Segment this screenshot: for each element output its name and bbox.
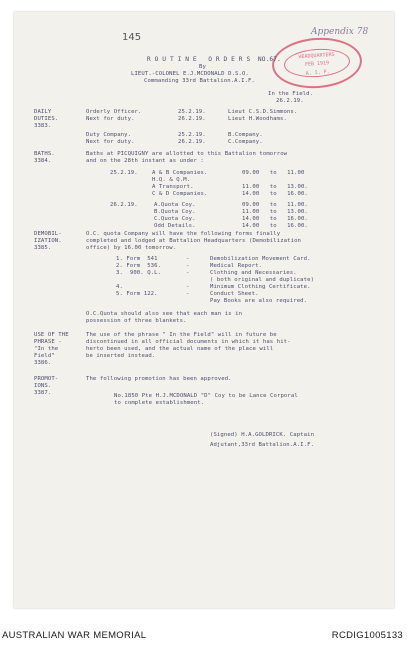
command-unit: Commanding 33rd Battalion.A.I.F.: [144, 78, 255, 84]
baths-day1-date: 25.2.19.: [110, 170, 138, 176]
promotions-detail: No.1850 Pte H.J.MCDONALD "D" Coy to be Lance Corporal to complete establishment.: [114, 393, 298, 406]
baths-day1-times: 09.00 to 11.00 11.00 to 13.00. 14.00 to 16.00.: [242, 170, 308, 197]
phrase-margin: USE OF THE PHRASE - "In the Field" 3386.: [34, 332, 69, 366]
duty-who-2: Lieut H.Woodhams.: [228, 116, 287, 122]
commander-name: LIEUT.-COLONEL E.J.MCDONALD D.S.O.: [131, 71, 249, 77]
page-number: 145: [122, 32, 142, 43]
duty-who-1: Lieut C.S.D.Simmons.: [228, 109, 298, 115]
footer-record-id: RCDIG1005133: [331, 630, 403, 641]
baths-day1-units: A & B Companies. H.Q. & Q.M. A Transport. C & D Companies.: [152, 170, 208, 197]
duty-label-1: Orderly Officer.: [86, 109, 142, 115]
promotions-intro: The following promotion has been approved.: [86, 376, 232, 382]
duty-label-3: Duty Company.: [86, 132, 132, 138]
demob-margin: DEMOBIL- IZATION. 3385.: [34, 231, 62, 251]
duty-who-3: B.Company.: [228, 132, 263, 138]
location: In the Field.: [268, 91, 314, 97]
daily-duties-margin: DAILY DUTIES. 3383.: [34, 109, 59, 129]
duty-date-3: 25.2.19.: [178, 132, 206, 138]
orders-title: R O U T I N E O R D E R S NO.67.: [147, 56, 281, 63]
demob-forms: 1. Form 541 2. Form 536. 3. 900. Q.L. 4. 5. Form 122.: [116, 256, 162, 297]
baths-day2-times: 09.00 to 11.00. 11.00 to 13.00. 14.00 to 16.00. 14.00 to 16.00.: [242, 202, 308, 229]
stamp-line-3: A. I. F.: [305, 69, 330, 77]
handwritten-annotation: Appendix 78: [311, 27, 369, 37]
stamp-line-1: HEADQUARTERS: [298, 51, 335, 61]
signature-line: (Signed) H.A.GOLDRICK. Captain: [210, 432, 315, 438]
baths-day2-units: A.Quota Coy. B.Quota Coy. C.Quota Coy. Odd Details.: [154, 202, 196, 229]
header-date: 26.2.19.: [276, 98, 304, 104]
duty-date-2: 26.2.19.: [178, 116, 206, 122]
demob-intro: O.C. quota Company will have the following forms finally completed and lodged at Battalion Headquarters (Demobilization office) by 16.00 tomorrow.: [86, 231, 301, 251]
duty-date-1: 25.2.19.: [178, 109, 206, 115]
demob-dashes: - - - - -: [186, 256, 190, 297]
orders-by: By: [199, 64, 206, 70]
document-page: [14, 12, 394, 608]
phrase-text: The use of the phrase " In the Field" will in future be discontinued in all official documents in which it has hit- herto been used, and the actual name of the place will be inserted instead.: [86, 332, 291, 359]
duty-date-4: 26.2.19.: [178, 139, 206, 145]
duty-label-4: Next for duty.: [86, 139, 135, 145]
footer-institution: AUSTRALIAN WAR MEMORIAL: [2, 630, 147, 641]
baths-day2-date: 26.2.19.: [110, 202, 138, 208]
signature-role: Adjutant,33rd Battalion.A.I.F.: [210, 442, 315, 448]
baths-intro: Baths at PICQUIGNY are allotted to this Battalion tomorrow and on the 28th instant as under :: [86, 151, 288, 164]
baths-margin: BATHS. 3384.: [34, 151, 55, 164]
headquarters-stamp: [270, 35, 363, 91]
promotions-margin: PROMOT- IONS. 3387.: [34, 376, 59, 396]
duty-who-4: C.Company.: [228, 139, 263, 145]
duty-label-2: Next for duty.: [86, 116, 135, 122]
demob-note: O.C.Quota should also see that each man is in possession of three blankets.: [86, 311, 243, 324]
stamp-date: FEB 1919: [304, 60, 330, 68]
demob-descriptions: Demobilization Movement Card. Medical Report. Clothing and Necessaries. ( both original and duplicate) Minimum Clothing Certificate. Conduct Sheet. Pay Books are also required.: [210, 256, 315, 304]
